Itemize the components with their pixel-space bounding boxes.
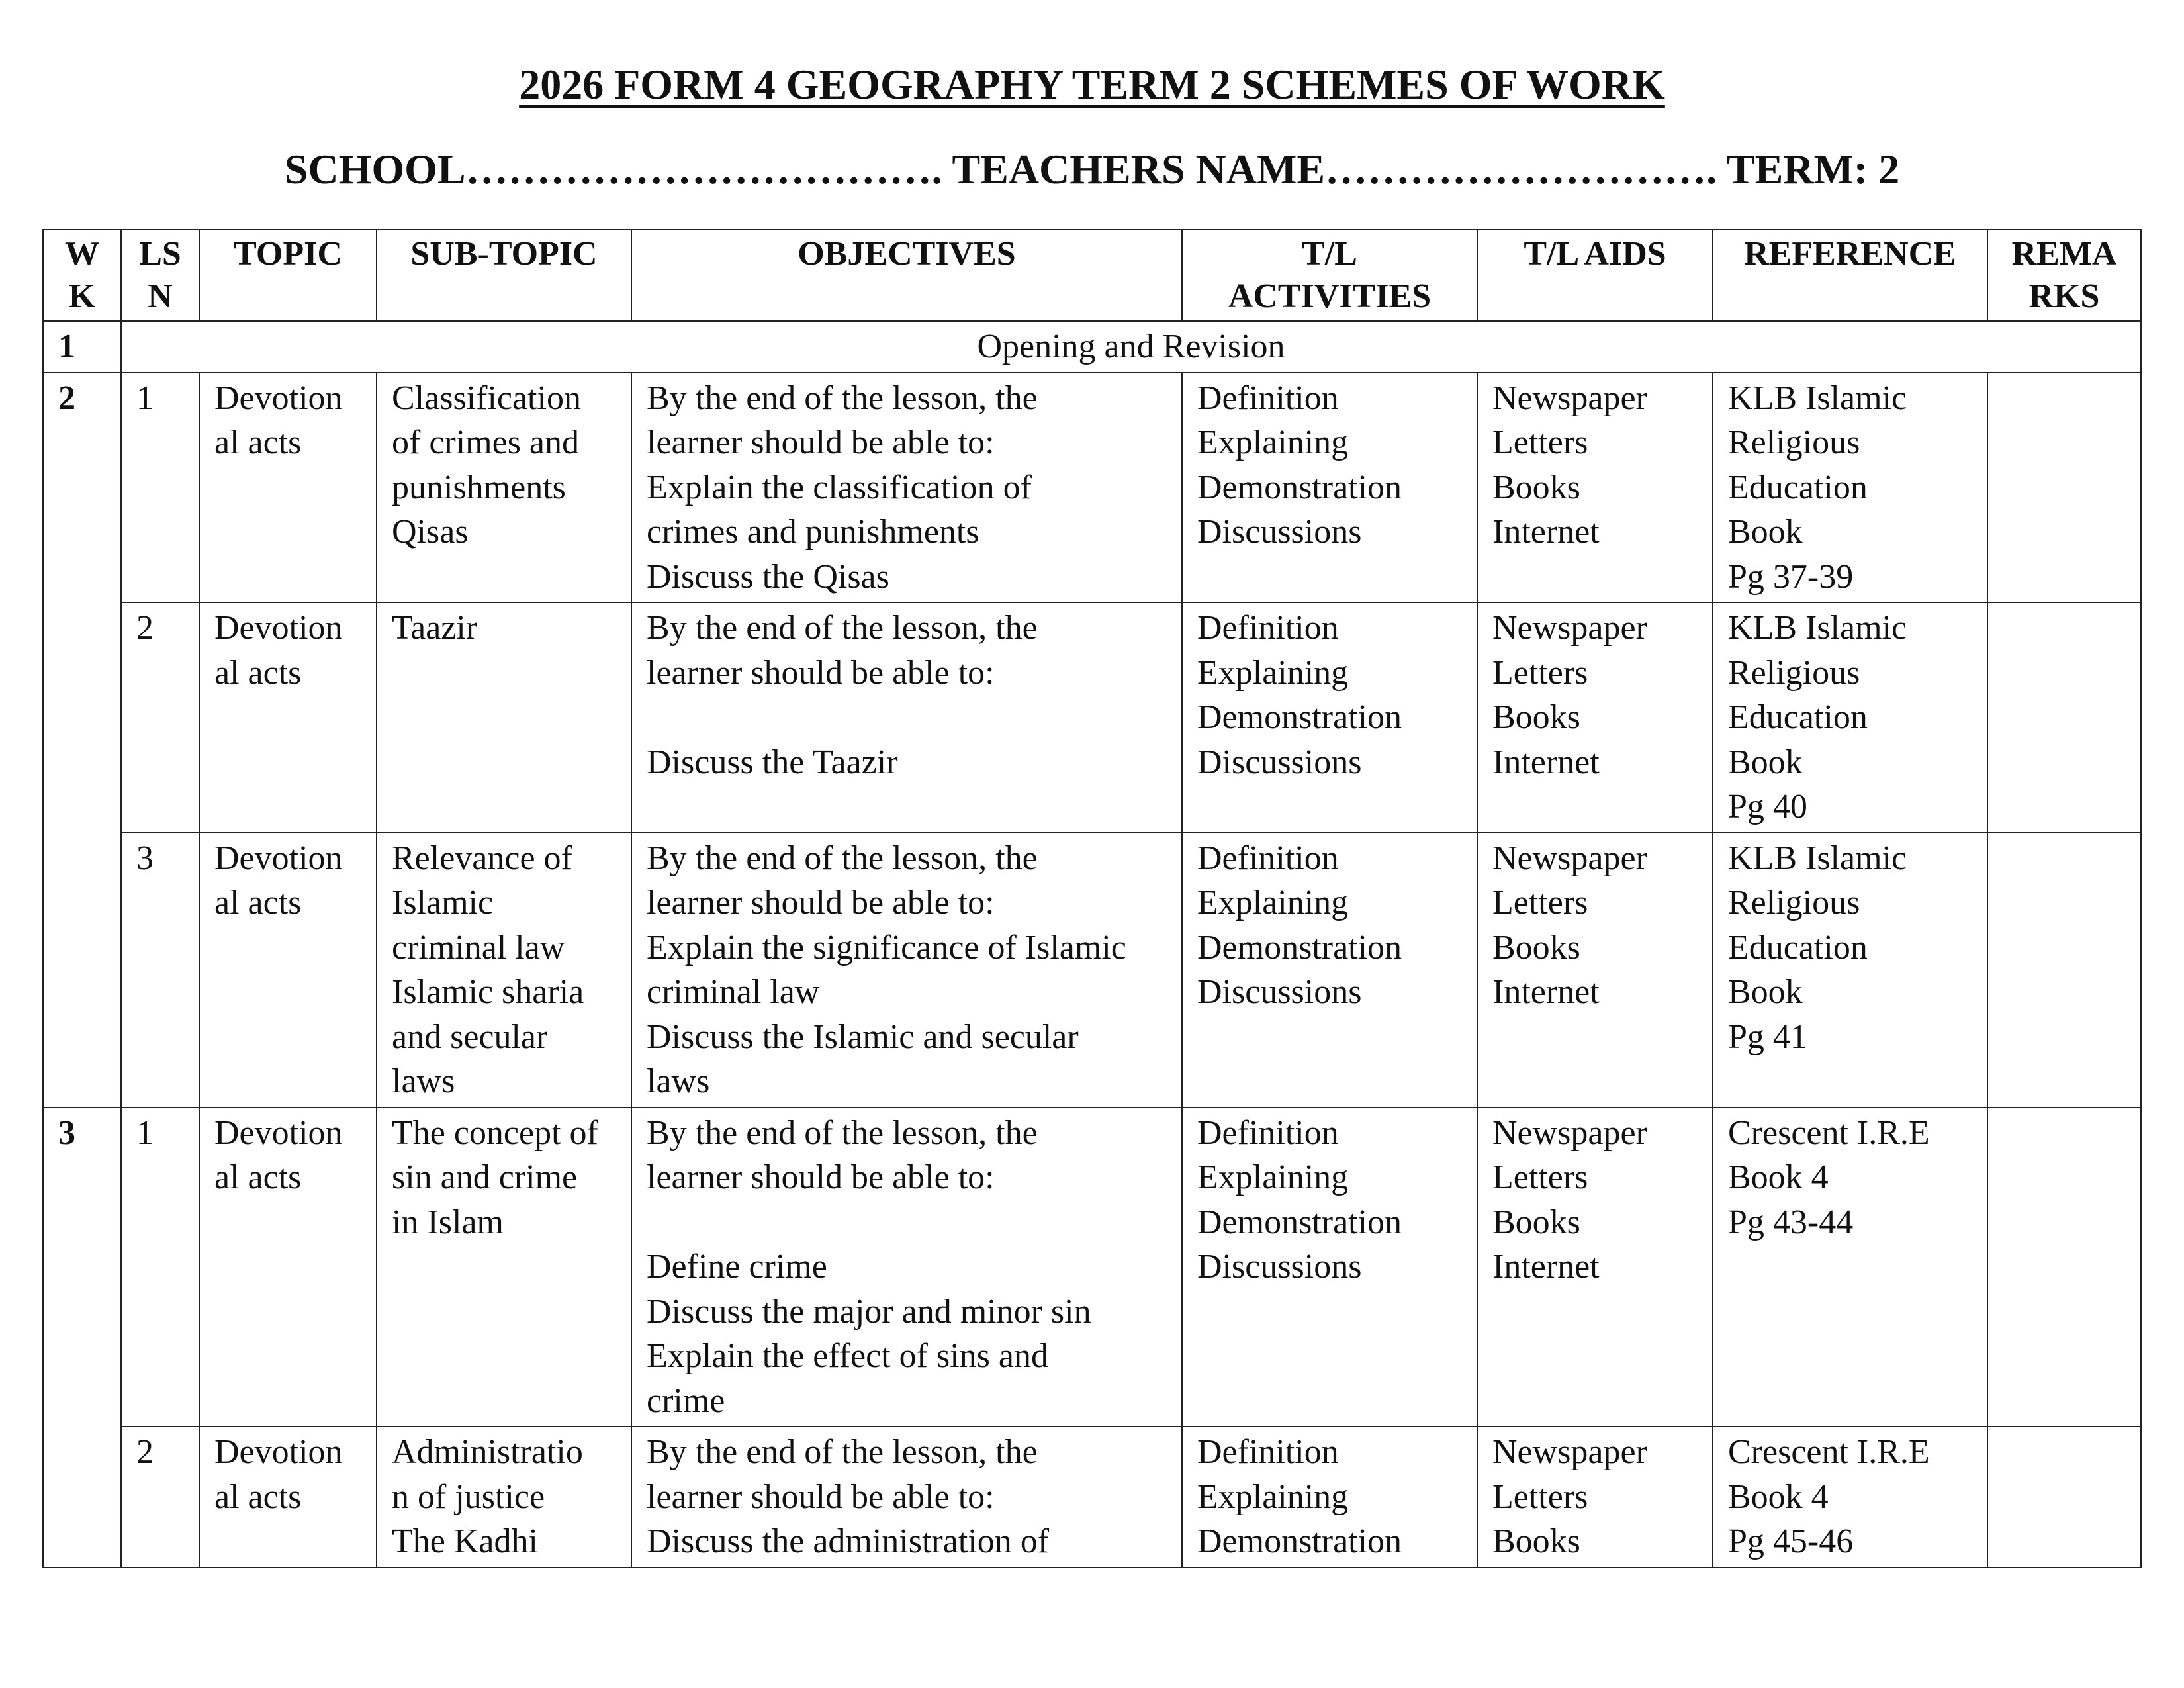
week-number: 3 — [43, 1107, 121, 1568]
activities-cell: Definition Explaining Demonstration Discussions — [1182, 1107, 1477, 1427]
topic-cell: Devotion al acts — [199, 602, 377, 833]
table-row-week-1 — [43, 321, 2141, 373]
header-subtopic: SUB-TOPIC — [377, 230, 631, 321]
header-activities: T/L ACTIVITIES — [1182, 230, 1477, 321]
week-number: 1 — [43, 321, 121, 373]
aids-cell: Newspaper Letters Books Internet — [1477, 833, 1713, 1107]
aids-cell: Newspaper Letters Books Internet — [1477, 373, 1713, 603]
lesson-number: 1 — [121, 373, 199, 603]
activities-cell: Definition Explaining Demonstration — [1182, 1427, 1477, 1568]
activities-cell: Definition Explaining Demonstration Discussions — [1182, 833, 1477, 1107]
table-header-row — [43, 230, 2141, 321]
header-aids: T/L AIDS — [1477, 230, 1713, 321]
aids-cell: Newspaper Letters Books Internet — [1477, 1107, 1713, 1427]
reference-cell: KLB Islamic Religious Education Book Pg 37-39 — [1713, 373, 1987, 603]
remarks-cell — [1987, 1107, 2141, 1427]
schemes-of-work-table — [42, 229, 2142, 1568]
activities-cell: Definition Explaining Demonstration Discussions — [1182, 373, 1477, 603]
lesson-number: 3 — [121, 833, 199, 1107]
objectives-cell: By the end of the lesson, the learner should be able to: Define crime Discuss the major and minor sin Explain the effect of sins and crime — [631, 1107, 1182, 1427]
remarks-cell — [1987, 1427, 2141, 1568]
aids-cell: Newspaper Letters Books — [1477, 1427, 1713, 1568]
subtopic-cell: Relevance of Islamic criminal law Islamic sharia and secular laws — [377, 833, 631, 1107]
remarks-cell — [1987, 833, 2141, 1107]
subtopic-cell: Administratio n of justice The Kadhi — [377, 1427, 631, 1568]
topic-cell: Devotion al acts — [199, 373, 377, 603]
remarks-cell — [1987, 373, 2141, 603]
reference-cell: Crescent I.R.E Book 4 Pg 45-46 — [1713, 1427, 1987, 1568]
reference-cell: KLB Islamic Religious Education Book Pg 41 — [1713, 833, 1987, 1107]
header-objectives: OBJECTIVES — [631, 230, 1182, 321]
table-row — [43, 602, 2141, 833]
page-title-text: 2026 FORM 4 GEOGRAPHY TERM 2 SCHEMES OF WORK — [519, 61, 1665, 108]
objectives-cell: By the end of the lesson, the learner should be able to: Explain the classification of crimes and punishments Discuss the Qisas — [631, 373, 1182, 603]
header-topic: TOPIC — [199, 230, 377, 321]
table-row — [43, 373, 2141, 603]
school-teacher-term-line: SCHOOL……………………………. TEACHERS NAME………………………. TERM: 2 — [284, 146, 1900, 193]
remarks-cell — [1987, 602, 2141, 833]
lesson-number: 2 — [121, 602, 199, 833]
objectives-cell: By the end of the lesson, the learner should be able to: Discuss the Taazir — [631, 602, 1182, 833]
lesson-number: 2 — [121, 1427, 199, 1568]
subtopic-cell: Classification of crimes and punishments Qisas — [377, 373, 631, 603]
opening-revision-note: Opening and Revision — [121, 321, 2141, 373]
activities-cell: Definition Explaining Demonstration Discussions — [1182, 602, 1477, 833]
table-row — [43, 1427, 2141, 1568]
header-lsn: LS N — [121, 230, 199, 321]
header-wk: W K — [43, 230, 121, 321]
week-number: 2 — [43, 373, 121, 1107]
objectives-cell: By the end of the lesson, the learner should be able to: Discuss the administration of — [631, 1427, 1182, 1568]
topic-cell: Devotion al acts — [199, 1107, 377, 1427]
topic-cell: Devotion al acts — [199, 833, 377, 1107]
aids-cell: Newspaper Letters Books Internet — [1477, 602, 1713, 833]
topic-cell: Devotion al acts — [199, 1427, 377, 1568]
subtopic-cell: Taazir — [377, 602, 631, 833]
reference-cell: Crescent I.R.E Book 4 Pg 43-44 — [1713, 1107, 1987, 1427]
page-title — [0, 58, 2184, 111]
lesson-number: 1 — [121, 1107, 199, 1427]
table-row — [43, 1107, 2141, 1427]
objectives-cell: By the end of the lesson, the learner should be able to: Explain the significance of Islamic criminal law Discuss the Islamic and secular laws — [631, 833, 1182, 1107]
header-remarks: REMA RKS — [1987, 230, 2141, 321]
header-reference: REFERENCE — [1713, 230, 1987, 321]
reference-cell: KLB Islamic Religious Education Book Pg 40 — [1713, 602, 1987, 833]
subtopic-cell: The concept of sin and crime in Islam — [377, 1107, 631, 1427]
table-row — [43, 833, 2141, 1107]
